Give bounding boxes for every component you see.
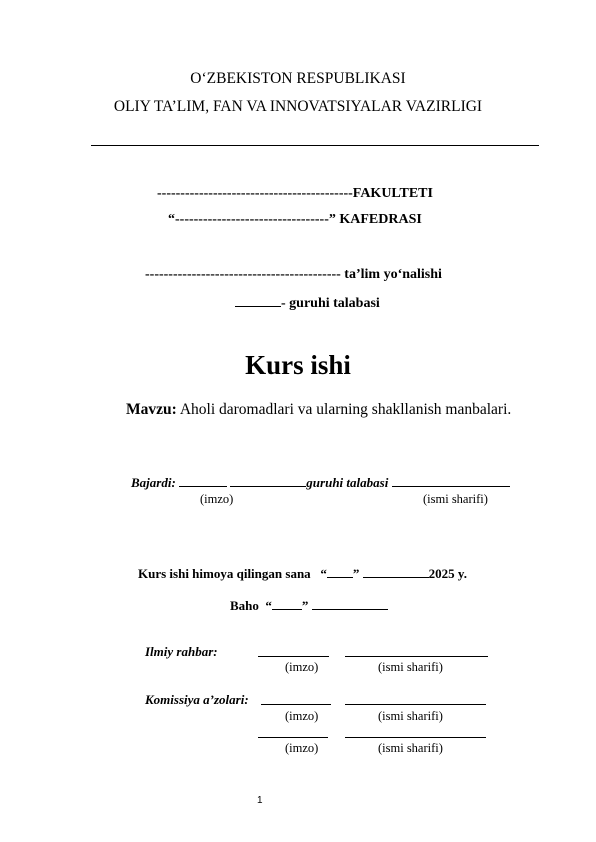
supervisor-name-caption: (ismi sharifi) [378,660,443,674]
commission-signature-line-2 [258,737,328,738]
group-suffix: - guruhi talabasi [281,296,380,311]
bajardi-signature-caption: (imzo) [200,492,234,506]
bajardi-name-caption: (ismi sharifi) [423,492,488,506]
topic-label: Mavzu: [126,401,177,418]
commission-label: Komissiya a’zolari: [145,692,249,707]
defense-line [138,565,467,582]
grade-label: Baho [230,598,259,613]
ministry-heading: OLIY TA’LIM, FAN VA INNOVATSIYALAR VAZIRLIGI [113,98,483,115]
commission-name-caption-1: (ismi sharifi) [378,709,443,723]
bajardi-signature-blank [179,474,227,487]
program-line: ------------------------------------------ ta’lim yo‘nalishi [145,267,442,282]
grade-open-quote: “ [265,598,272,613]
bajardi-group-label: guruhi talabasi [306,475,389,490]
defense-close-quote: ” [352,566,360,581]
grade-line [230,597,388,614]
supervisor-signature-caption: (imzo) [285,660,319,674]
bajardi-name-blank [392,474,510,487]
defense-label: Kurs ishi himoya qilingan sana [138,566,311,581]
commission-name-line-1 [345,704,486,705]
group-blank [235,294,281,307]
department-line: “---------------------------------” KAFEDRASI [168,212,422,227]
topic-line [126,401,511,419]
grade-number-blank [272,597,302,610]
country-heading: O‘ZBEKISTON RESPUBLIKASI [190,70,406,87]
grade-word-blank [312,597,388,610]
faculty-line: ------------------------------------------FAKULTETI [157,186,433,201]
topic-text: Aholi daromadlari va ularning shakllanish manbalari. [176,401,512,418]
bajardi-group-blank [230,474,306,487]
defense-month-blank [363,565,429,578]
header-divider [91,145,539,146]
defense-open-quote: “ [320,566,327,581]
defense-year: 2025 y. [428,566,467,581]
supervisor-label: Ilmiy rahbar: [145,644,218,659]
supervisor-name-line [345,656,488,657]
commission-signature-caption-2: (imzo) [285,741,319,755]
grade-close-quote: ” [301,598,309,613]
commission-name-caption-2: (ismi sharifi) [378,741,443,755]
commission-name-line-2 [345,737,486,738]
page-number: 1 [257,795,263,806]
document-title: Kurs ishi [245,350,351,380]
defense-day-blank [327,565,353,578]
bajardi-label: Bajardi: [131,475,176,490]
commission-signature-line-1 [261,704,331,705]
supervisor-signature-line [258,656,329,657]
group-line [235,294,380,312]
commission-signature-caption-1: (imzo) [285,709,319,723]
bajardi-line [131,474,510,491]
